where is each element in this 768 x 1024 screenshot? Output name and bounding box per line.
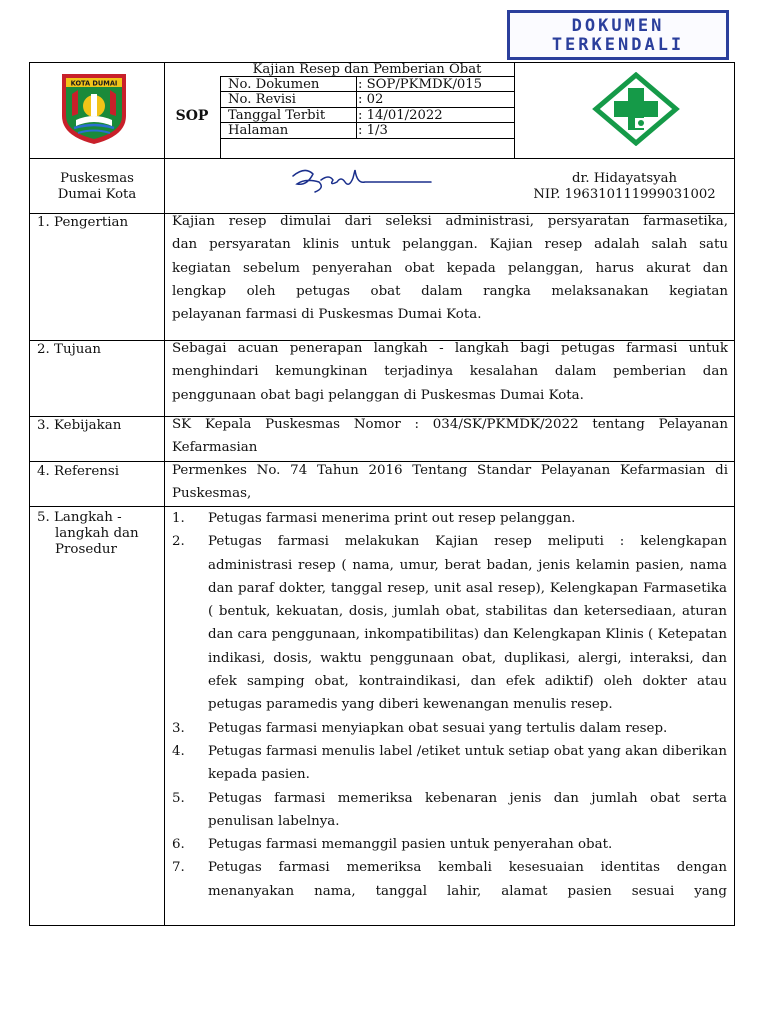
step-number: 6. bbox=[172, 837, 185, 853]
step-text: Petugas farmasi melakukan Kajian resep meliputi : kelengkapan administrasi resep ( nama, umur, berat badan, jenis kelamin pasien, nama dan paraf dokter, tanggal resep, unit asal resep), Kelengkapan Farmasetika ( bentuk, kekuatan, dosis, jumlah obat, stabilitas dan ketersediaan, aturan dan cara penggunaan, inkompatibilitas) dan Kelengkapan Klinis ( Ketepatan indikasi, dosis, waktu penggunaan obat, duplikasi, alergi, interaksi, dan efek samping obat, kontraindikasi, dan efek adiktif) oleh dokter atau petugas paramedis yang diberi kewenangan menulis resep. bbox=[208, 534, 727, 713]
header-value-halaman: : 1/3 bbox=[358, 123, 388, 138]
step-number: 4. bbox=[172, 743, 185, 759]
step-text: Petugas farmasi memanggil pasien untuk penyerahan obat. bbox=[208, 837, 613, 853]
pengertian-line: kegiatan sebelum penyerahan obat kepada pelanggan, harus akurat dan bbox=[172, 260, 728, 276]
step-item bbox=[167, 787, 727, 834]
header-value-no-dokumen: : SOP/PKMDK/015 bbox=[358, 77, 483, 92]
step-number: 3. bbox=[172, 720, 185, 736]
step-item bbox=[167, 740, 727, 787]
institution-line2: Dumai Kota bbox=[57, 187, 137, 202]
step-item bbox=[167, 530, 727, 716]
header-label-no-revisi: No. Revisi bbox=[228, 92, 297, 107]
kota-dumai-logo-icon bbox=[58, 72, 130, 146]
section-label-langkah-2: langkah dan bbox=[55, 526, 139, 541]
section-label-pengertian: 1. Pengertian bbox=[37, 215, 129, 230]
step-text: Petugas farmasi memeriksa kebenaran jenis dan jumlah obat serta penulisan labelnya. bbox=[208, 790, 727, 829]
step-item bbox=[167, 507, 727, 530]
stamp-line2: TERKENDALI bbox=[551, 35, 685, 55]
step-number: 7. bbox=[172, 860, 185, 876]
step-text: Petugas farmasi menyiapkan obat sesuai yang tertulis dalam resep. bbox=[208, 720, 668, 736]
step-item bbox=[167, 833, 727, 856]
kebijakan-line: SK Kepala Puskesmas Nomor : 034/SK/PKMDK/2022 tentang Pelayanan bbox=[172, 417, 728, 432]
pengertian-line: Kajian resep dimulai dari seleksi administrasi, persyaratan farmasetika, bbox=[172, 214, 728, 229]
tujuan-line: Sebagai acuan penerapan langkah - langkah bagi petugas farmasi untuk bbox=[172, 341, 728, 356]
referensi-line: Permenkes No. 74 Tahun 2016 Tentang Standar Pelayanan Kefarmasian di bbox=[172, 463, 728, 478]
section-label-langkah-3: Prosedur bbox=[55, 542, 117, 557]
tujuan-line: menghindari kemungkinan terjadinya kesalahan dalam pemberian dan bbox=[172, 364, 728, 380]
step-text: Petugas farmasi memeriksa kembali kesesuaian identitas dengan menanyakan nama, tanggal lahir, alamat pasien sesuai yang bbox=[208, 860, 727, 899]
section-label-tujuan: 2. Tujuan bbox=[37, 342, 101, 357]
puskesmas-logo-icon bbox=[592, 72, 680, 146]
signer-nip: NIP. 196310111999031002 bbox=[533, 187, 716, 202]
pengertian-line: lengkap oleh petugas obat dalam rangka melaksanakan kegiatan bbox=[172, 283, 728, 299]
step-item bbox=[167, 717, 727, 740]
procedure-steps bbox=[167, 507, 727, 925]
step-text: Petugas farmasi menerima print out resep pelanggan. bbox=[208, 511, 576, 526]
handwritten-signature-icon bbox=[285, 162, 435, 198]
step-number: 5. bbox=[172, 790, 185, 806]
document-title: Kajian Resep dan Pemberian Obat bbox=[252, 62, 482, 77]
header-label-halaman: Halaman bbox=[228, 123, 289, 138]
header-value-tanggal-terbit: : 14/01/2022 bbox=[358, 108, 443, 123]
header-label-tanggal-terbit: Tanggal Terbit bbox=[228, 108, 326, 123]
kebijakan-line: Kefarmasian bbox=[172, 440, 258, 456]
logo-text: KOTA DUMAI bbox=[70, 79, 118, 88]
pengertian-line: pelayanan farmasi di Puskesmas Dumai Kota. bbox=[172, 307, 482, 323]
section-label-langkah-1: 5. Langkah - bbox=[37, 510, 122, 525]
institution-line1: Puskesmas bbox=[60, 171, 134, 186]
header-value-no-revisi: : 02 bbox=[358, 92, 384, 107]
header-label-no-dokumen: No. Dokumen bbox=[228, 77, 320, 92]
section-referensi-text bbox=[172, 459, 728, 506]
tujuan-line: penggunaan obat bagi pelanggan di Puskesmas Dumai Kota. bbox=[172, 387, 584, 403]
signer-name: dr. Hidayatsyah bbox=[572, 171, 677, 186]
step-item bbox=[167, 856, 727, 903]
stamp-line1: DOKUMEN bbox=[571, 16, 665, 36]
section-tujuan-text bbox=[172, 337, 728, 407]
pengertian-line: dan persyaratan klinis untuk pelanggan. Kajian resep adalah salah satu bbox=[172, 237, 728, 253]
section-label-kebijakan: 3. Kebijakan bbox=[37, 418, 122, 433]
section-kebijakan-text bbox=[172, 413, 728, 460]
step-number: 1. bbox=[172, 511, 185, 526]
step-text: Petugas farmasi menulis label /etiket untuk setiap obat yang akan diberikan kepada pasien. bbox=[208, 743, 727, 783]
section-label-referensi: 4. Referensi bbox=[37, 464, 120, 479]
sop-label: SOP bbox=[175, 108, 209, 124]
document-stamp bbox=[507, 10, 729, 60]
referensi-line: Puskesmas, bbox=[172, 486, 252, 502]
step-number: 2. bbox=[172, 534, 185, 550]
steps-list bbox=[167, 507, 727, 903]
section-pengertian-text bbox=[172, 210, 728, 326]
